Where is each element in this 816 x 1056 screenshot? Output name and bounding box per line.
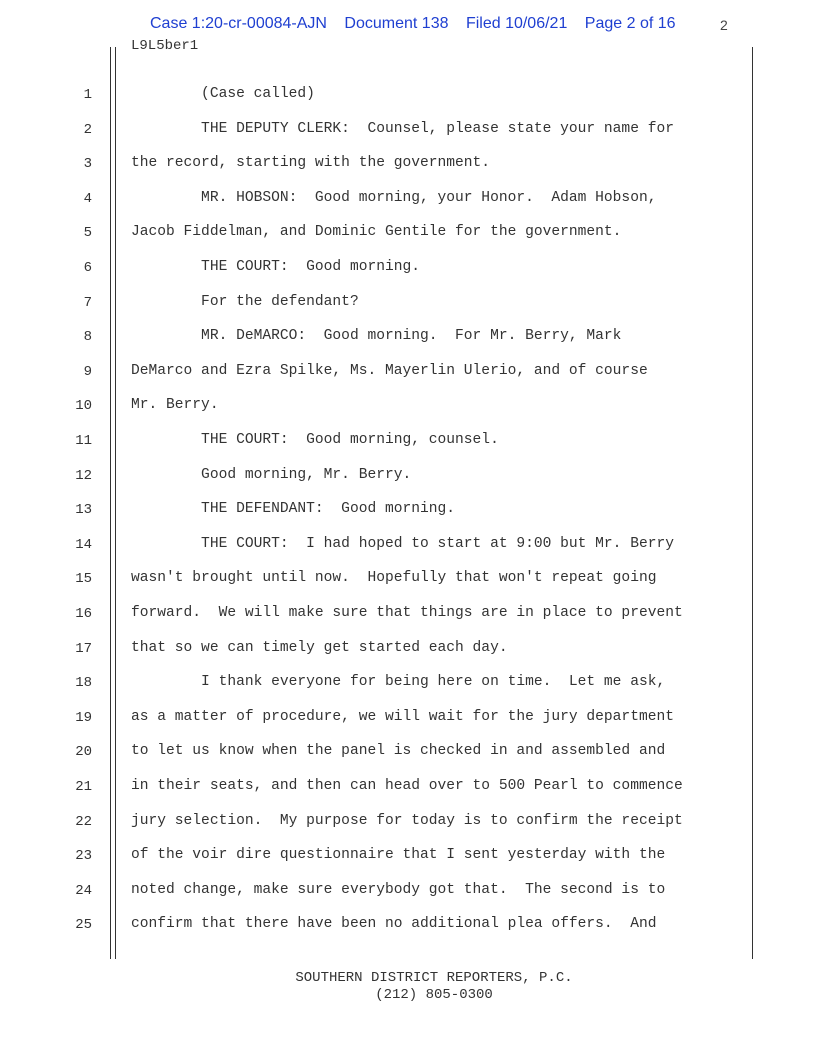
line-number: 3 [83,156,92,173]
transcript-line: Good morning, Mr. Berry. [131,466,412,483]
transcript-line: to let us know when the panel is checked in and assembled and [131,743,666,760]
transcript-line: DeMarco and Ezra Spilke, Ms. Mayerlin Ulerio, and of course [131,362,648,379]
transcript-line: For the defendant? [131,293,359,310]
line-number: 9 [83,363,92,380]
line-number: 15 [75,571,92,588]
transcript-line: noted change, make sure everybody got that. The second is to [131,881,666,898]
line-number: 23 [75,848,92,865]
transcript-line: THE DEPUTY CLERK: Counsel, please state your name for [131,120,674,137]
reporter-footer [0,970,816,1004]
court-code: L9L5ber1 [131,38,199,54]
transcript-line: MR. DeMARCO: Good morning. For Mr. Berry, Mark [131,328,622,345]
line-number: 7 [83,294,92,311]
page-number: 2 [720,17,728,33]
line-number: 18 [75,675,92,692]
line-number: 10 [75,398,92,415]
line-number: 16 [75,606,92,622]
ecf-header-stamp [150,15,689,33]
page-of: Page 2 of 16 [584,15,676,32]
transcript-line: that so we can timely get started each day. [131,639,508,656]
case-number: Case 1:20-cr-00084-AJN [150,15,327,32]
transcript-line: forward. We will make sure that things are in place to prevent [131,605,683,621]
transcript-line: wasn't brought until now. Hopefully that won't repeat going [131,570,657,587]
line-number: 2 [83,121,92,138]
line-number: 13 [75,502,92,519]
line-number: 24 [75,882,92,899]
transcript-line: (Case called) [131,86,315,102]
reporter-phone: (212) 805-0300 [375,987,493,1003]
line-number: 25 [75,917,92,934]
line-number: 12 [75,467,92,484]
line-number: 1 [83,87,92,103]
line-number: 17 [75,640,92,657]
transcript-line: as a matter of procedure, we will wait for the jury department [131,708,674,725]
line-number: 20 [75,744,92,761]
document-number: Document 138 [344,15,449,32]
transcript-line: of the voir dire questionnaire that I sent yesterday with the [131,847,666,864]
filed-date: Filed 10/06/21 [465,15,568,32]
line-number: 14 [75,536,92,553]
transcript-line: jury selection. My purpose for today is to confirm the receipt [131,812,683,829]
line-number: 5 [83,225,92,242]
line-number: 21 [75,779,92,795]
line-number: 22 [75,813,92,830]
right-margin-rule [752,47,753,959]
transcript-line: the record, starting with the government. [131,155,491,172]
line-number: 4 [83,190,92,207]
transcript-line: Mr. Berry. [131,397,219,414]
transcript-line: THE COURT: Good morning, counsel. [131,432,499,448]
transcript-line: in their seats, and then can head over to 500 Pearl to commence [131,778,683,794]
line-number: 8 [83,329,92,346]
left-margin-rule [110,47,111,959]
transcript-line: MR. HOBSON: Good morning, your Honor. Adam Hobson, [131,189,657,206]
transcript-line: THE COURT: I had hoped to start at 9:00 but Mr. Berry [131,535,674,552]
transcript-line: Jacob Fiddelman, and Dominic Gentile for the government. [131,224,622,241]
transcript-line: THE COURT: Good morning. [131,259,421,275]
transcript-line: THE DEFENDANT: Good morning. [131,501,456,518]
transcript-line: confirm that there have been no additional plea offers. And [131,916,657,933]
left-margin-rule-inner [115,47,116,959]
transcript-line: I thank everyone for being here on time. Let me ask, [131,674,666,691]
reporter-name: SOUTHERN DISTRICT REPORTERS, P.C. [295,970,573,986]
line-number: 6 [83,260,92,276]
line-number: 19 [75,709,92,726]
line-number: 11 [75,433,92,449]
